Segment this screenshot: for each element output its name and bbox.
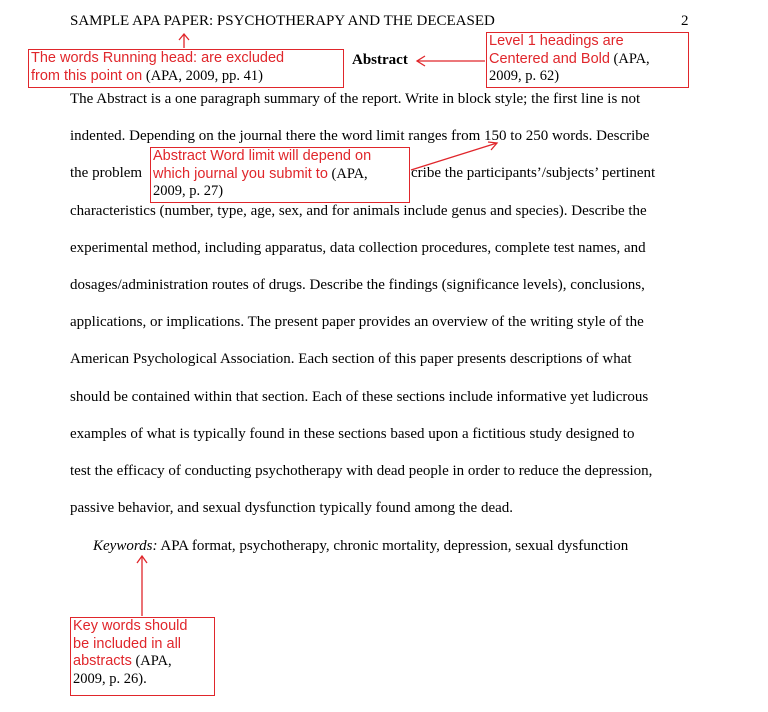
arrow-word-limit [411,143,497,170]
body-line-11: test the efficacy of conducting psychotherapy with dead people in order to reduce the depression, [70,463,653,479]
body-line-3b: cribe the participants’/subjects’ pertinent [411,165,656,181]
body-line-7: applications, or implications. The present paper provides an overview of the writing style of the [70,314,644,330]
annotation-running-head-line1: The words Running head: are excluded [31,50,285,66]
annotation-keywords-line2: be included in all [73,635,182,652]
keywords-text: APA format, psychotherapy, chronic mortality, depression, sexual dysfunction [157,538,629,554]
body-line-5: experimental method, including apparatus, data collection procedures, complete test names, and [70,240,646,256]
body-line-2: indented. Depending on the journal there the word limit ranges from 150 to 250 words. Describe [70,128,650,144]
keywords-label: Keywords: [93,538,158,554]
annotation-heading-line1: Level 1 headings are [489,33,624,49]
annotation-running-head-line2: from this point on [31,67,143,84]
abstract-heading: Abstract [352,52,408,68]
annotation-keywords-line3: abstracts [73,653,132,669]
page-number: 2 [681,13,689,29]
annotation-keywords-citation-b: 2009, p. 26). [73,670,147,687]
annotation-heading-citation-b: 2009, p. 62) [489,68,560,84]
annotation-keywords-citation-a: (APA, [131,653,172,669]
body-line-10: examples of what is typically found in these sections based upon a fictitious study designed to [70,426,635,442]
annotation-running-head-citation: (APA, 2009, pp. 41) [142,67,263,84]
body-line-3a: the problem [70,165,143,181]
body-line-1: The Abstract is a one paragraph summary of the report. Write in block style; the first line is not [70,91,641,107]
annotation-word-limit-citation-b: 2009, p. 27) [153,183,224,199]
annotation-heading-line2: Centered and Bold [489,50,610,67]
body-line-6: dosages/administration routes of drugs. Describe the findings (significance levels), conclusions, [70,277,645,293]
body-line-12: passive behavior, and sexual dysfunction typically found among the dead. [70,500,514,516]
body-line-4: characteristics (number, type, age, sex, and for animals include genus and species). Describe the [70,203,647,219]
annotation-keywords-line1: Key words should [73,618,188,634]
annotation-word-limit-line2: which journal you submit to [153,165,328,182]
annotation-word-limit-citation-a: (APA, [327,165,368,182]
body-line-9: should be contained within that section. Each of these sections include informative yet ludicrous [70,389,649,405]
annotation-heading-citation-a: (APA, [609,50,650,67]
body-line-8: American Psychological Association. Each section of this paper presents descriptions of what [70,351,632,367]
running-head: SAMPLE APA PAPER: PSYCHOTHERAPY AND THE DECEASED [70,13,495,29]
annotation-word-limit-line1: Abstract Word limit will depend on [153,148,372,164]
